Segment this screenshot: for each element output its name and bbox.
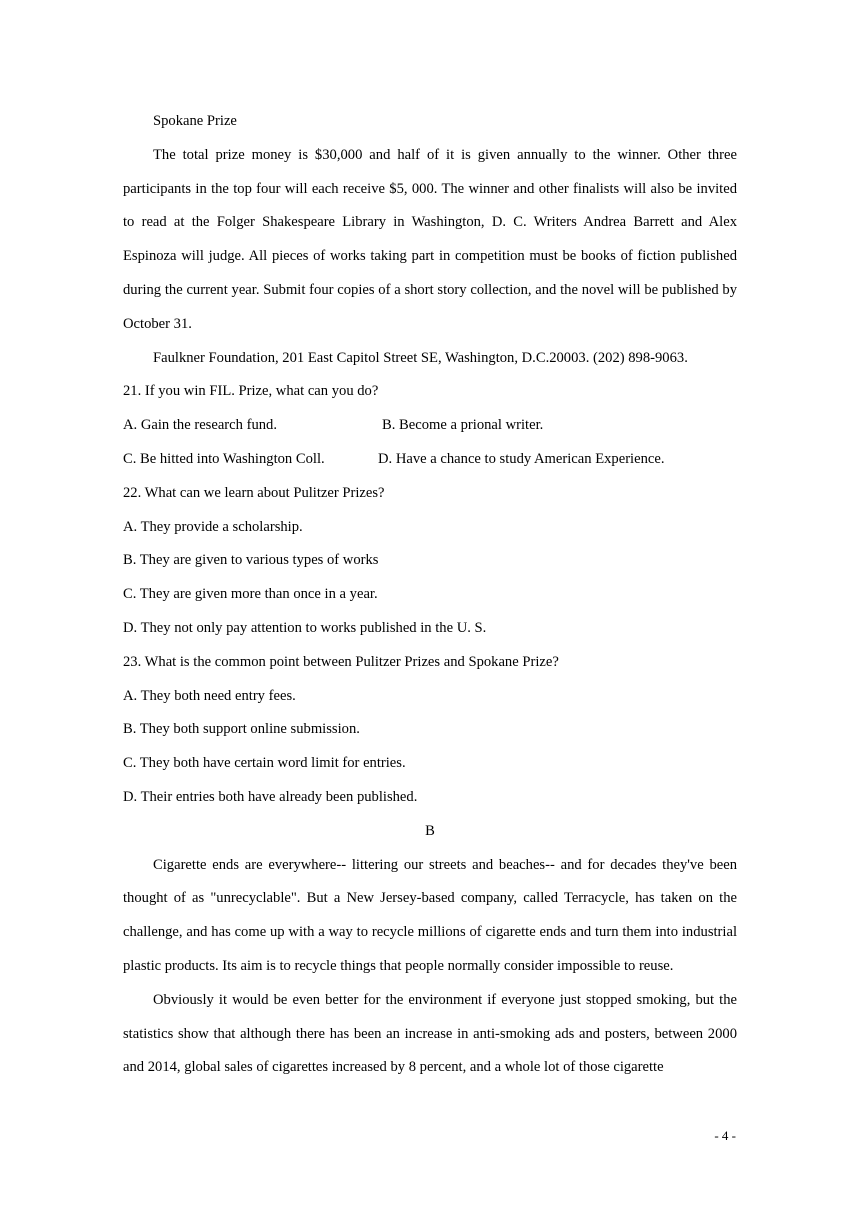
question-23: [123, 646, 737, 815]
option-a: A. They provide a scholarship.: [123, 518, 303, 535]
option-row: [123, 443, 737, 477]
question-stem: 23. What is the common point between Pulitzer Prizes and Spokane Prize?: [123, 653, 559, 670]
passage-heading: B: [425, 822, 435, 839]
option-b: B. They are given to various types of works: [123, 552, 379, 569]
document-page: [123, 105, 737, 1085]
foundation-address: Faulkner Foundation, 201 East Capitol Street SE, Washington, D.C.20003. (202) 898-9063.: [153, 349, 688, 366]
question-stem: 21. If you win FIL. Prize, what can you do?: [123, 383, 379, 400]
section-title: Spokane Prize: [153, 113, 237, 129]
question-22: [123, 477, 737, 646]
option-a: A. They both need entry fees.: [123, 687, 296, 704]
option-d: D. Have a chance to study American Experience.: [378, 450, 665, 467]
option-b: B. Become a prional writer.: [382, 417, 544, 434]
option-c: C. Be hitted into Washington Coll.: [123, 450, 325, 467]
question-stem: 22. What can we learn about Pulitzer Prizes?: [123, 484, 385, 501]
question-21: [123, 375, 737, 476]
spokane-paragraph: The total prize money is $30,000 and half of it is given annually to the winner. Other three participants in the top four will each receive $5, 000. The winner and other finalists will also be invited to read at the Folger Shakespeare Library in Washington, D. C. Writers Andrea Barrett and Alex Espinoza will judge. All pieces of works taking part in competition must be books of fiction published during the current year. Submit four copies of a short story collection, and the novel will be published by October 31.: [123, 146, 737, 332]
passage-paragraph: Obviously it would be even better for the environment if everyone just stopped smoking, but the statistics show that although there has been an increase in anti-smoking ads and posters, between 2000 and 2014, global sales of cigarettes increased by 8 percent, and a whole lot of those cigarette: [123, 991, 737, 1076]
page-number: - 4 -: [714, 1128, 736, 1143]
option-c: C. They are given more than once in a year.: [123, 586, 378, 603]
passage-paragraph: Cigarette ends are everywhere-- littering our streets and beaches-- and for decades they've been thought of as "unrecyclable". But a New Jersey-based company, called Terracycle, has taken on the challenge, and has come up with a way to recycle millions of cigarette ends and turn them into industrial plastic products. Its aim is to recycle things that people normally consider impossible to reuse.: [123, 856, 737, 974]
option-row: [123, 409, 737, 443]
option-d: D. Their entries both have already been published.: [123, 788, 418, 805]
option-c: C. They both have certain word limit for entries.: [123, 755, 406, 772]
option-d: D. They not only pay attention to works published in the U. S.: [123, 619, 487, 636]
option-b: B. They both support online submission.: [123, 721, 360, 738]
option-a: A. Gain the research fund.: [123, 417, 277, 434]
